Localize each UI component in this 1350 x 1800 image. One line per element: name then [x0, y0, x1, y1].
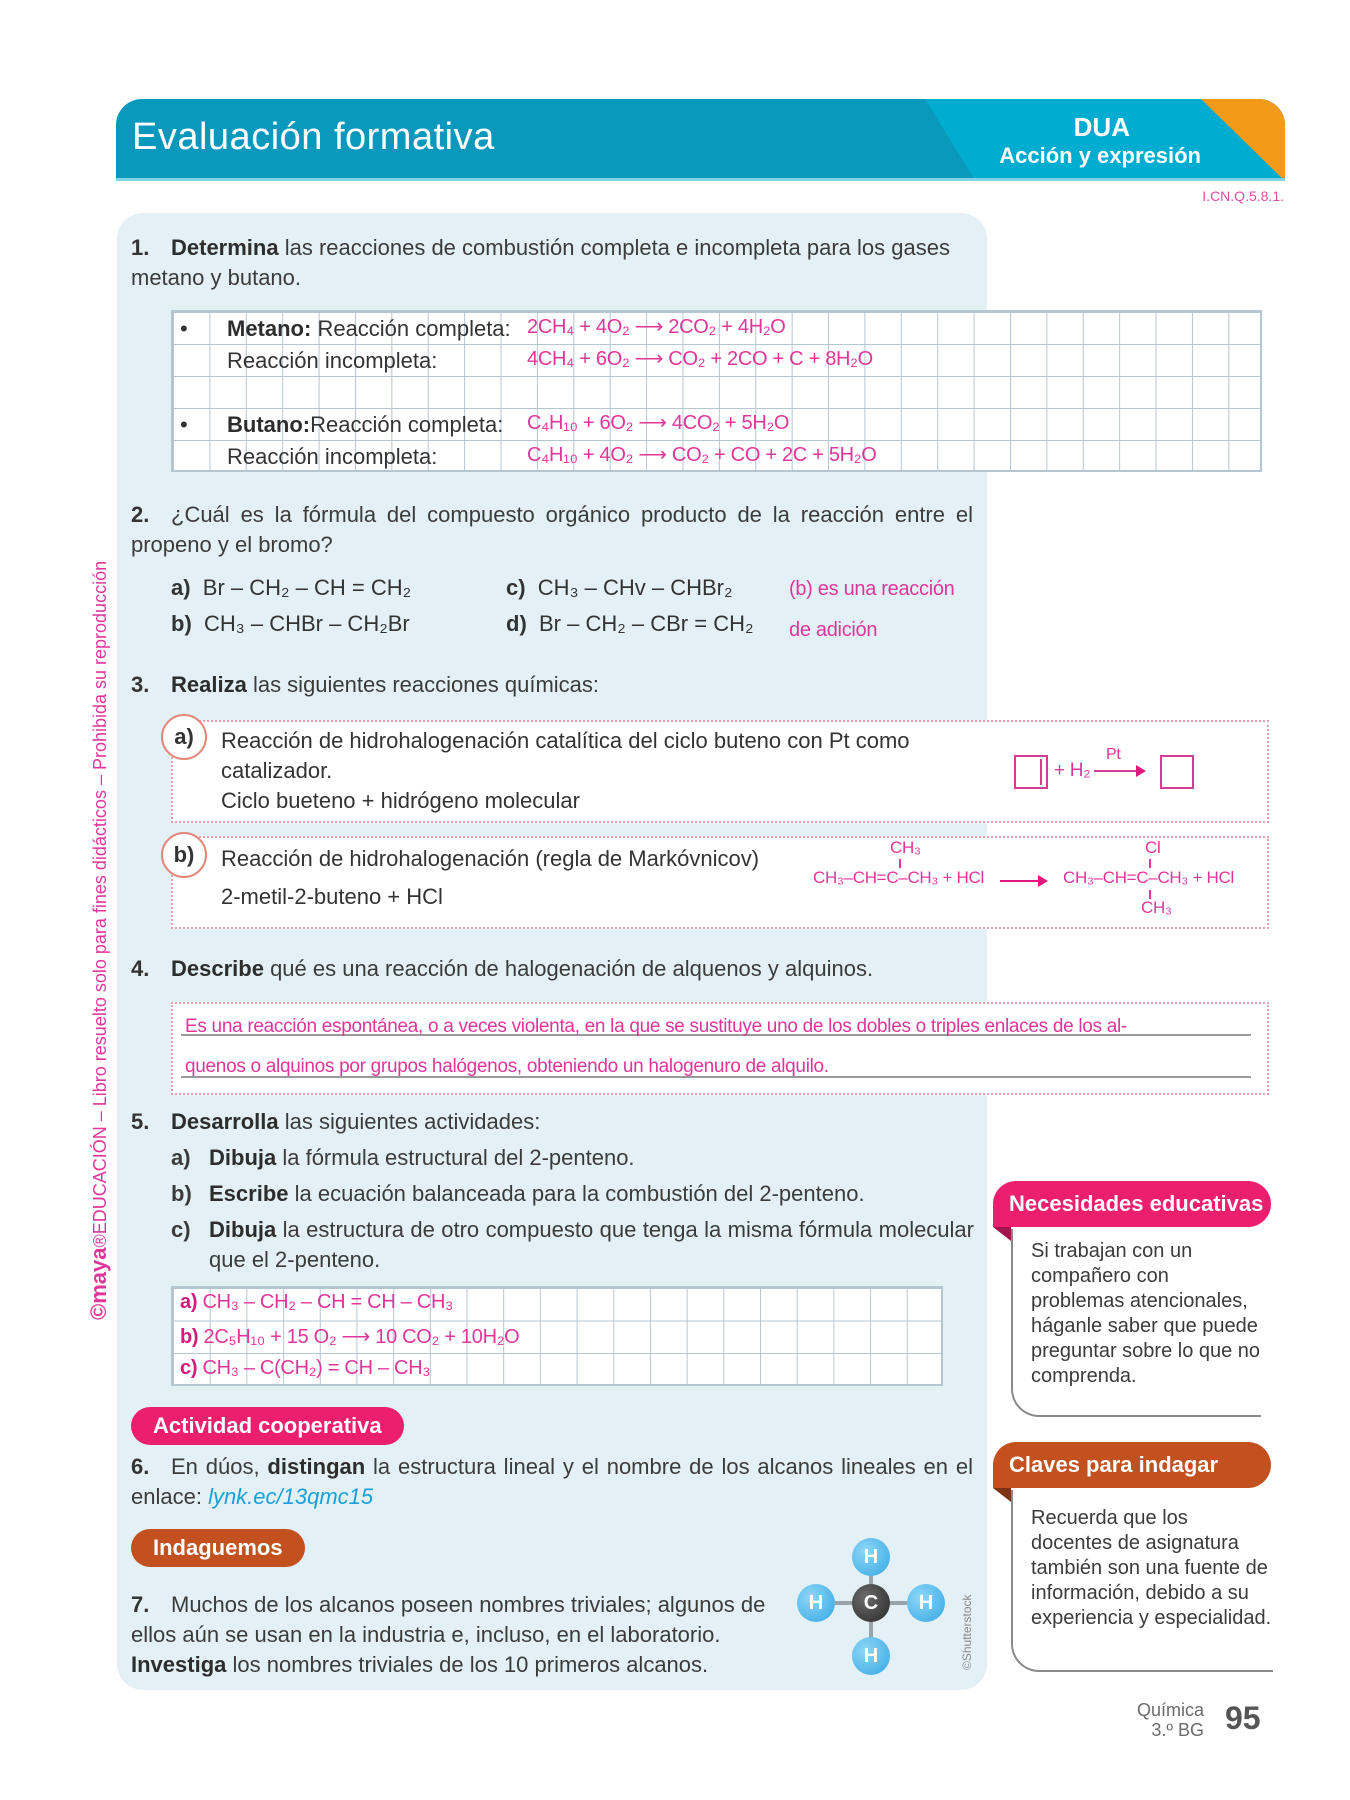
product-branch-bottom: CH₃ — [1141, 898, 1172, 917]
answer-q2-line2: de adición — [789, 619, 878, 641]
bullet: • — [180, 412, 188, 437]
question-number: 2. — [131, 502, 150, 527]
question-6: 6. En dúos, distingan la estructura lineal y el nombre de los alcanos lineales en el enlace: lynk.ec/13qmc15 — [131, 1454, 973, 1509]
keys-box-body: Recuerda que los docentes de asignatura también son una fuente de información, debido a su experiencia y especialidad. — [1011, 1490, 1273, 1672]
question-verb: Realiza — [171, 672, 247, 697]
side-watermark — [86, 561, 112, 1320]
row-label-butano-incomplete: Reacción incompleta: — [227, 444, 438, 469]
q3b-line2: 2-metil-2-buteno + HCl — [221, 884, 443, 909]
section-title: Evaluación formativa — [132, 116, 495, 158]
watermark-text: ®EDUCACIÓN – Libro resuelto solo para fines didácticos – Prohibida su reproducción — [90, 560, 110, 1248]
reactant-formula: CH₃–CH=C–CH₃ + HCl — [813, 868, 984, 887]
question-verb: Determina — [171, 235, 279, 260]
answer-q5-b: b) 2C₅H₁₀ + 15 O₂ ⟶ 10 CO₂ + 10H₂O — [180, 1326, 520, 1348]
option-d[interactable]: d) Br – CH₂ – CBr = CH₂ — [506, 611, 754, 636]
question-number: 4. — [131, 956, 150, 981]
product-branch-top: Cl — [1145, 838, 1161, 857]
question-verb: distingan — [267, 1454, 366, 1479]
question-1 — [131, 233, 973, 293]
question-4 — [131, 954, 973, 984]
question-5 — [131, 1107, 973, 1137]
q3b-label: b) — [161, 832, 207, 878]
row-label-metano: Metano: Reacción completa: — [227, 316, 511, 341]
hydrogen-atom-left: H — [797, 1584, 835, 1622]
option-a[interactable]: a) Br – CH₂ – CH = CH₂ — [171, 575, 412, 600]
row-label-metano-incomplete: Reacción incompleta: — [227, 348, 438, 373]
hydrogen-atom-bottom: H — [852, 1637, 890, 1675]
keys-box-title: Claves para indagar — [993, 1442, 1271, 1488]
methane-molecule-image — [795, 1525, 945, 1675]
q5-item-c: c) Dibuja la estructura de otro compuesto que tenga la misma fórmula molecular que el 2-penteno. — [171, 1217, 974, 1272]
question-text: las reacciones de combustión completa e incompleta para los gases metano y butano. — [131, 235, 950, 290]
question-text: las siguientes actividades: — [278, 1109, 541, 1134]
bond-line — [1149, 859, 1151, 868]
option-c[interactable]: c) CH₃ – CHv – CHBr₂ — [506, 575, 733, 600]
cooperative-activity-tag: Actividad cooperativa — [131, 1407, 404, 1445]
dua-title: DUA — [1073, 112, 1130, 142]
question-number: 6. — [131, 1454, 150, 1479]
q3b-line1: Reacción de hidrohalogenación (regla de Markóvnicov) — [221, 846, 760, 871]
answer-q5-a: a) CH₃ – CH₂ – CH = CH – CH₃ — [180, 1291, 453, 1313]
answer-metano-incomplete: 4CH₄ + 6O₂ ⟶ CO₂ + 2CO + C + 8H₂O — [527, 348, 873, 370]
answer-q4-line1: Es una reacción espontánea, o a veces violenta, en la que se sustituye uno de los dobles o triples enlaces de los al- — [185, 1016, 1127, 1037]
q3a-label: a) — [161, 714, 207, 760]
question-2 — [131, 500, 973, 560]
resource-link[interactable]: lynk.ec/13qmc15 — [208, 1484, 374, 1509]
footer-subject: Química 3.º BG — [1136, 1700, 1204, 1740]
q3a-answer-plus: + H₂ — [1054, 760, 1091, 781]
indicator-code: I.CN.Q.5.8.1. — [1202, 188, 1284, 204]
question-text: las siguientes reacciones químicas: — [246, 672, 599, 697]
reaction-arrow — [1094, 770, 1142, 772]
q3a-line2: catalizador. — [221, 758, 333, 783]
q3a-line3: Ciclo bueteno + hidrógeno molecular — [221, 788, 580, 813]
bullet: • — [180, 316, 188, 341]
needs-box-title: Necesidades educativas — [993, 1181, 1271, 1227]
carbon-atom: C — [852, 1584, 890, 1622]
question-3 — [131, 670, 973, 700]
option-b[interactable]: b) CH₃ – CHBr – CH₂Br — [171, 611, 410, 636]
answer-q5-c: c) CH₃ – C(CH₂) = CH – CH₃ — [180, 1357, 431, 1379]
question-verb: Investiga — [131, 1652, 227, 1677]
row-label-butano: Butano:Reacción completa: — [227, 412, 504, 437]
needs-box-body: Si trabajan con un compañero con problemas atencionales, háganle saber que puede preguntar sobre lo que no comprenda. — [1011, 1229, 1261, 1417]
reaction-arrow — [1000, 880, 1042, 882]
q5-item-a: a) Dibuja la fórmula estructural del 2-penteno. — [171, 1145, 635, 1170]
image-credit: ©Shutterstock — [960, 1594, 974, 1670]
question-text: ¿Cuál es la fórmula del compuesto orgánico producto de la reacción entre el propeno y el bromo? — [131, 502, 973, 557]
question-number: 3. — [131, 672, 150, 697]
question-number: 7. — [131, 1592, 150, 1617]
question-number: 5. — [131, 1109, 150, 1134]
question-number: 1. — [131, 235, 150, 260]
bond-line — [899, 859, 901, 868]
question-7: 7. Muchos de los alcanos poseen nombres triviales; algunos de ellos aún se usan en la industria e, incluso, en el laboratorio. Investiga los nombres triviales de los 10 primeros alcanos. — [131, 1592, 766, 1677]
question-text: qué es una reacción de halogenación de alquenos y alquinos. — [263, 956, 874, 981]
answer-q2-line1: (b) es una reacción — [789, 578, 955, 600]
answer-butano-incomplete: C₄H₁₀ + 4O₂ ⟶ CO₂ + CO + 2C + 5H₂O — [527, 444, 877, 466]
cyclobutane-icon — [1160, 755, 1194, 789]
answer-butano-complete: C₄H₁₀ + 6O₂ ⟶ 4CO₂ + 5H₂O — [527, 412, 790, 434]
ribbon-fold — [993, 1227, 1011, 1241]
question-verb: Describe — [171, 956, 264, 981]
inquiry-tag: Indaguemos — [131, 1529, 305, 1567]
q5-item-b: b) Escribe la ecuación balanceada para la combustión del 2-penteno. — [171, 1181, 865, 1206]
question-verb: Desarrolla — [171, 1109, 279, 1134]
q3a-catalyst: Pt — [1106, 746, 1121, 763]
cyclobutene-icon — [1014, 755, 1048, 789]
q3a-line1: Reacción de hidrohalogenación catalítica del ciclo buteno con Pt como — [221, 728, 910, 753]
hydrogen-atom-right: H — [907, 1584, 945, 1622]
answer-q4-line2: quenos o alquinos por grupos halógenos, obteniendo un halogenuro de alquilo. — [185, 1056, 829, 1077]
product-formula: CH₃–CH=C–CH₃ + HCl — [1063, 868, 1234, 887]
section-header — [116, 99, 1285, 181]
ribbon-fold — [993, 1488, 1011, 1502]
brand-logo: ©maya — [86, 1247, 111, 1320]
reactant-branch: CH₃ — [890, 838, 921, 857]
page-number: 95 — [1225, 1700, 1261, 1736]
answer-metano-complete: 2CH₄ + 4O₂ ⟶ 2CO₂ + 4H₂O — [527, 316, 786, 338]
hydrogen-atom-top: H — [852, 1538, 890, 1576]
dua-subtitle: Acción y expresión — [999, 143, 1201, 168]
